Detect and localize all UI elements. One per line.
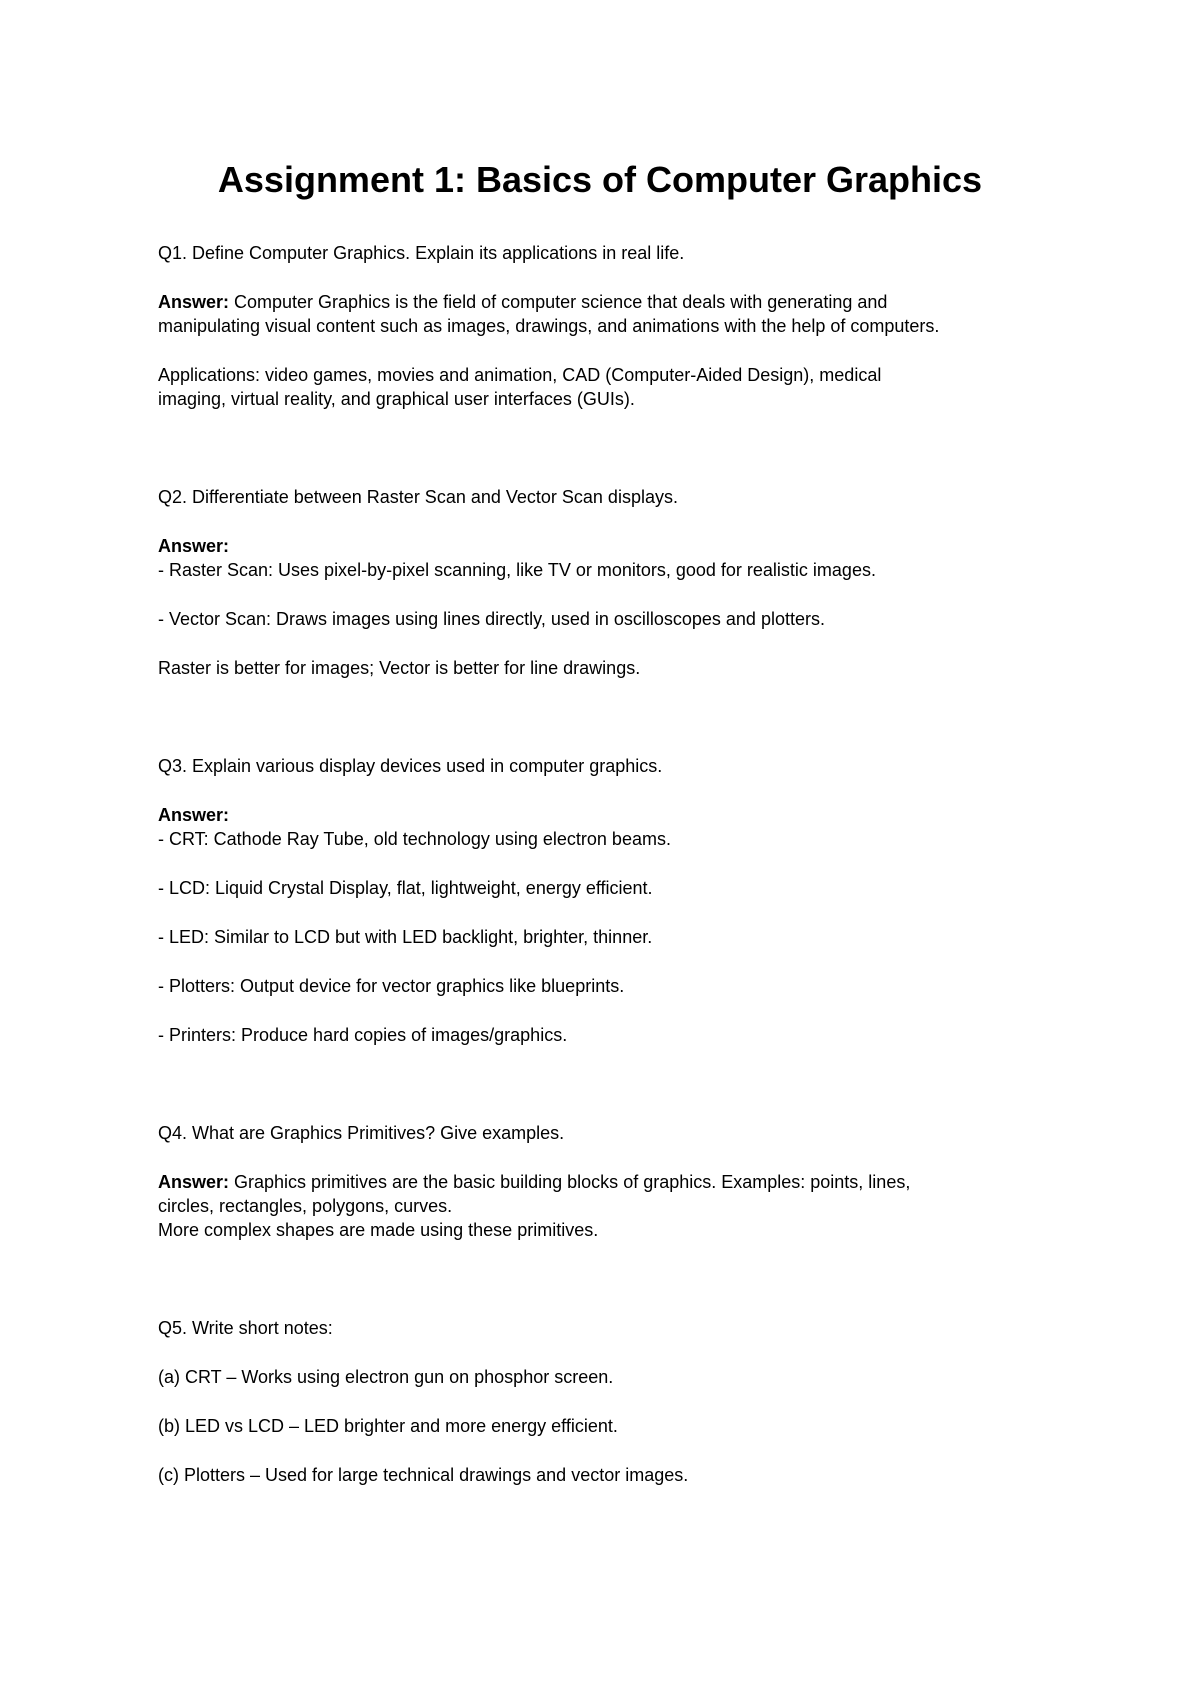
- q4-answer-text-cont: More complex shapes are made using these primitives.: [158, 1220, 599, 1240]
- answer-label: Answer:: [158, 805, 230, 825]
- q5-note: (b) LED vs LCD – LED brighter and more energy efficient.: [158, 1416, 618, 1436]
- q1-applications: Applications: video games, movies and animation, CAD (Computer-Aided Design), medical: [158, 365, 882, 385]
- q3-point: - LED: Similar to LCD but with LED backlight, brighter, thinner.: [158, 927, 653, 947]
- answer-label: Answer:: [158, 1172, 230, 1192]
- q3-point: - LCD: Liquid Crystal Display, flat, lightweight, energy efficient.: [158, 878, 653, 898]
- q2-conclusion: Raster is better for images; Vector is better for line drawings.: [158, 658, 641, 678]
- q3-point: - Printers: Produce hard copies of images/graphics.: [158, 1025, 568, 1045]
- q3-point: - CRT: Cathode Ray Tube, old technology using electron beams.: [158, 829, 671, 849]
- q1-answer-text-cont: manipulating visual content such as images, drawings, and animations with the help of computers.: [158, 316, 940, 336]
- q5-note: (c) Plotters – Used for large technical drawings and vector images.: [158, 1465, 689, 1485]
- q3-question: Q3. Explain various display devices used in computer graphics.: [158, 756, 663, 776]
- q1-answer-line: [158, 290, 887, 314]
- q1-question: Q1. Define Computer Graphics. Explain its applications in real life.: [158, 243, 685, 263]
- q4-answer-text-cont: circles, rectangles, polygons, curves.: [158, 1196, 453, 1216]
- q3-point: - Plotters: Output device for vector graphics like blueprints.: [158, 976, 625, 996]
- q4-answer-line: [158, 1170, 910, 1194]
- q4-answer-text: Graphics primitives are the basic building blocks of graphics. Examples: points, lines,: [229, 1172, 911, 1192]
- q1-answer-text: Computer Graphics is the field of computer science that deals with generating and: [229, 292, 888, 312]
- q5-question: Q5. Write short notes:: [158, 1318, 333, 1338]
- q1-applications-cont: imaging, virtual reality, and graphical user interfaces (GUIs).: [158, 389, 635, 409]
- q2-point: - Raster Scan: Uses pixel-by-pixel scanning, like TV or monitors, good for realistic images.: [158, 560, 876, 580]
- q4-question: Q4. What are Graphics Primitives? Give examples.: [158, 1123, 565, 1143]
- page-title: Assignment 1: Basics of Computer Graphics: [217, 159, 983, 200]
- q2-question: Q2. Differentiate between Raster Scan and Vector Scan displays.: [158, 487, 678, 507]
- q2-point: - Vector Scan: Draws images using lines directly, used in oscilloscopes and plotters.: [158, 609, 825, 629]
- q5-note: (a) CRT – Works using electron gun on phosphor screen.: [158, 1367, 614, 1387]
- answer-label: Answer:: [158, 292, 230, 312]
- answer-label: Answer:: [158, 536, 230, 556]
